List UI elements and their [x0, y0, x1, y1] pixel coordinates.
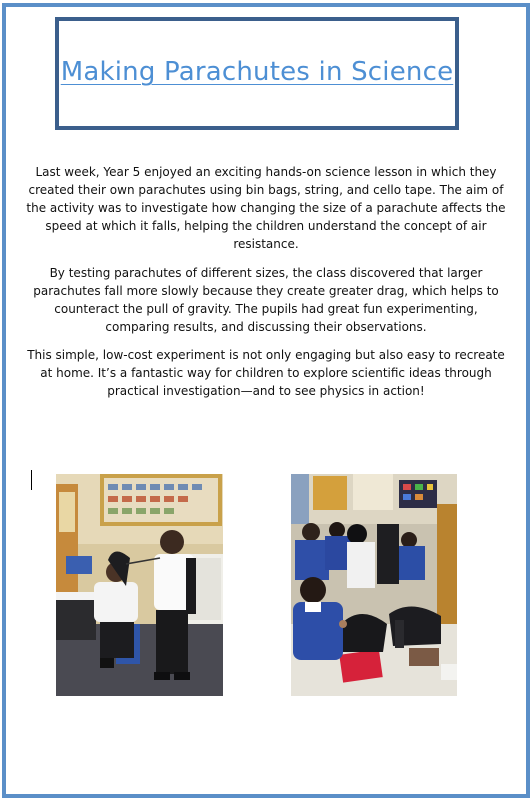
- title-box: [55, 17, 459, 130]
- classroom-photo-left: [56, 474, 223, 696]
- paragraph-2: By testing parachutes of different sizes, the class discovered that larger parachutes fall more slowly because they create greater drag, which helps to counteract the pull of gravity. The pupils had great fun experimenting, comparing results, and discussing their observations.: [33, 266, 499, 334]
- page-title: Making Parachutes in Science: [60, 57, 454, 87]
- text-cursor: [31, 470, 32, 490]
- paragraph-1: Last week, Year 5 enjoyed an exciting hands-on science lesson in which they created their own parachutes using bin bags, string, and cello tape. The aim of the activity was to investigate how changing the size of a parachute affects the speed at which it falls, helping the children understand the concept of air resistance.: [26, 165, 506, 251]
- classroom-photo-right: [291, 474, 457, 696]
- paragraph-3: This simple, low-cost experiment is not only engaging but also easy to recreate at home. It’s a fantastic way for children to explore scientific ideas through practical investigation—and to see physics in action!: [27, 348, 505, 398]
